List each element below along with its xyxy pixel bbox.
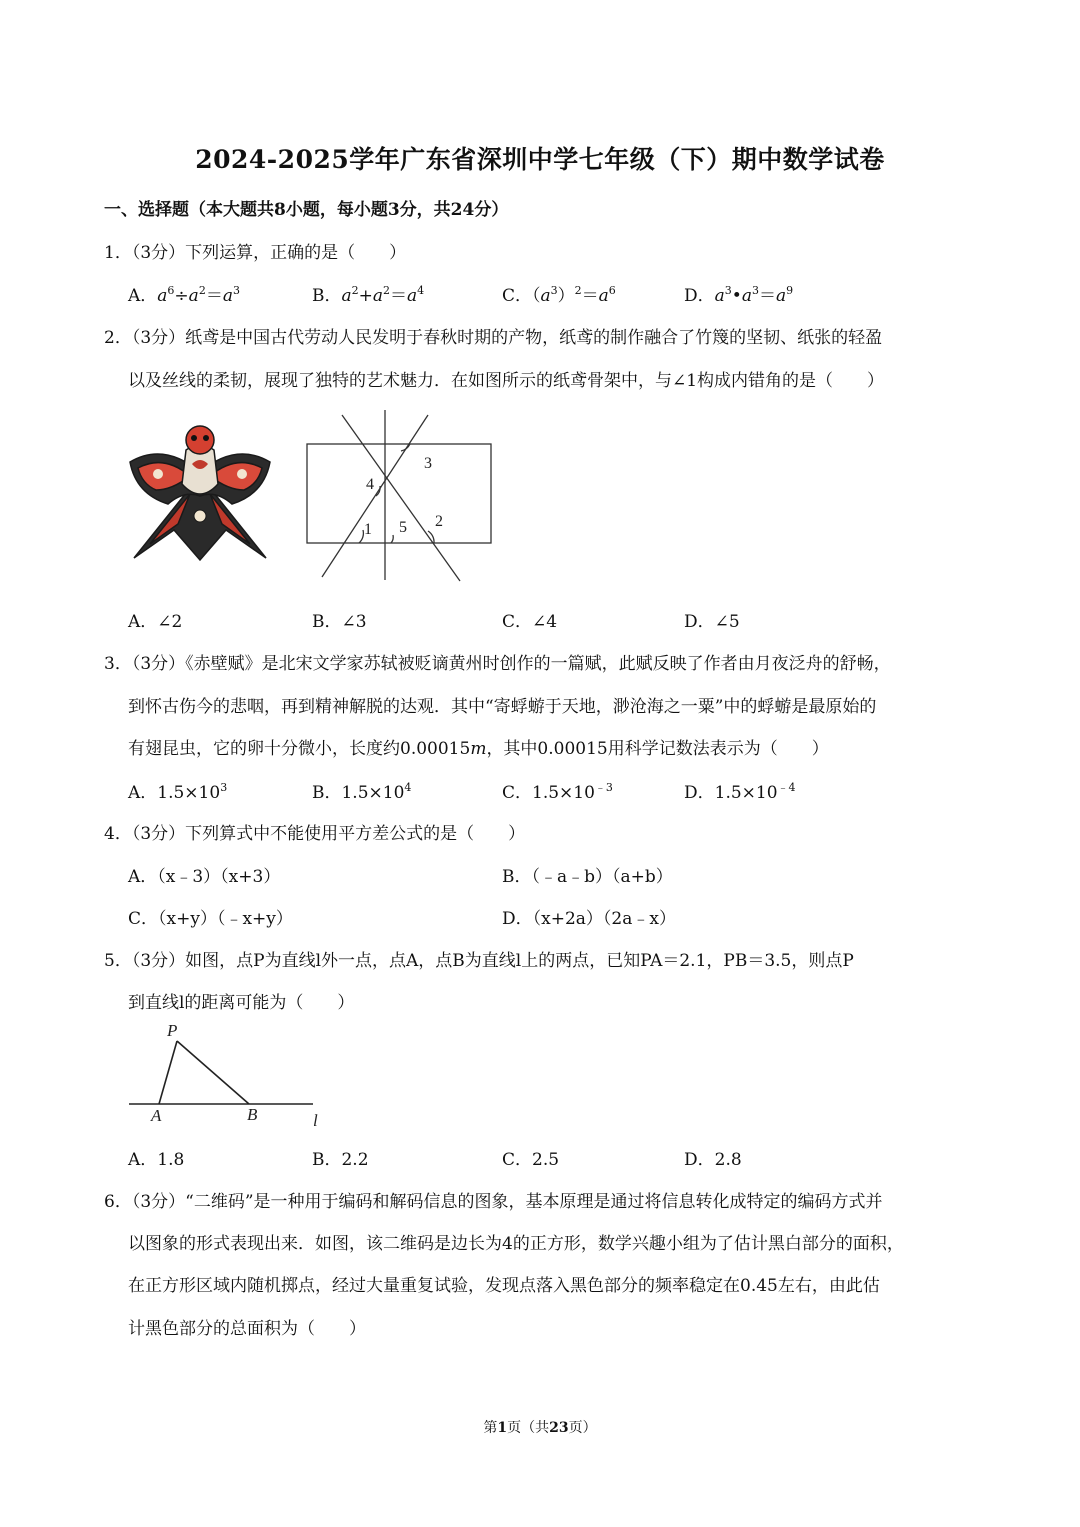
q4-option-d: D．（x+2a）（2a﹣x） xyxy=(502,909,676,929)
question-4-stem: 4．（3分）下列算式中不能使用平方差公式的是（ ） xyxy=(104,824,526,844)
question-3-line-1: 3．（3分）《赤壁赋》是北宋文学家苏轼被贬谪黄州时创作的一篇赋，此赋反映了作者由月夜泛舟的舒畅， xyxy=(104,654,891,674)
q5-option-c: C．2.5 xyxy=(502,1150,560,1170)
q3-option-d: D．$1.5\times 10^{﹣4}$ xyxy=(684,781,796,803)
question-6-line-2: 以图象的形式表现出来．如图，该二维码是边长为4的正方形，数学兴趣小组为了估计黑白部分的面积， xyxy=(128,1234,904,1254)
q1-option-c: C．$(a^3)^2=a^6$ xyxy=(502,284,616,306)
q2-option-c: C．∠4 xyxy=(502,612,558,632)
q4-option-a: A．（x﹣3）（x+3） xyxy=(128,867,281,887)
question-5-line-2: 到直线l的距离可能为（ ） xyxy=(128,993,355,1013)
angle-label-3: 3 xyxy=(424,455,432,472)
q3-option-a: A．$1.5\times 10^3$ xyxy=(128,781,228,803)
section-heading: 一、选择题（本大题共8小题，每小题3分，共24分） xyxy=(104,200,509,220)
kite-skeleton-figure xyxy=(300,405,500,585)
point-label-p: P xyxy=(167,1021,178,1040)
angle-label-4: 4 xyxy=(366,476,374,493)
question-6-line-4: 计黑色部分的总面积为（ ） xyxy=(128,1319,366,1339)
angle-label-5: 5 xyxy=(399,519,407,536)
q1-option-d: D．$a^3•a^3=a^9$ xyxy=(684,284,794,306)
question-6-line-1: 6．（3分）“二维码”是一种用于编码和解码信息的图象，基本原理是通过将信息转化成特定的编码方式并 xyxy=(104,1192,883,1212)
q1-option-b: B．$a^2+a^2=a^4$ xyxy=(312,284,425,306)
q2-option-a: A．∠2 xyxy=(128,612,183,632)
point-label-a: A xyxy=(151,1106,162,1125)
q5-option-b: B．2.2 xyxy=(312,1150,369,1170)
point-label-b: B xyxy=(247,1105,258,1124)
question-1-stem: 1．（3分）下列运算，正确的是（ ） xyxy=(104,243,407,263)
point-line-figure xyxy=(125,1018,335,1133)
question-2-line-1: 2．（3分）纸鸢是中国古代劳动人民发明于春秋时期的产物，纸鸢的制作融合了竹篾的坚韧、纸张的轻盈 xyxy=(104,328,883,348)
q3-option-b: B．$1.5\times 10^4$ xyxy=(312,781,412,803)
page-footer: 第1页（共23页） xyxy=(483,1420,597,1436)
q4-option-b: B．（﹣a﹣b）（a+b） xyxy=(502,867,673,887)
q5-option-a: A．1.8 xyxy=(128,1150,185,1170)
question-6-line-3: 在正方形区域内随机掷点，经过大量重复试验，发现点落入黑色部分的频率稳定在0.45左右，由此估 xyxy=(128,1276,880,1296)
question-3-line-3: 有翅昆虫，它的卵十分微小，长度约0.00015m，其中0.00015用科学记数法表示为（ ） xyxy=(128,739,829,759)
question-3-line-2: 到怀古伤今的悲咽，再到精神解脱的达观．其中“寄蜉蝣于天地，渺沧海之一粟”中的蜉蝣是最原始的 xyxy=(128,697,877,717)
question-2-line-2: 以及丝线的柔韧，展现了独特的艺术魅力．在如图所示的纸鸢骨架中，与∠1构成内错角的是（ ） xyxy=(128,371,885,391)
q3-option-c: C．$1.5\times 10^{﹣3}$ xyxy=(502,781,613,803)
angle-label-2: 2 xyxy=(435,513,443,530)
q4-option-c: C．（x+y）（﹣x+y） xyxy=(128,909,293,929)
q2-option-b: B．∠3 xyxy=(312,612,367,632)
page-title: 2024-2025学年广东省深圳中学七年级（下）期中数学试卷 xyxy=(195,145,885,174)
q2-option-d: D．∠5 xyxy=(684,612,740,632)
kite-picture xyxy=(128,420,273,565)
angle-label-1: 1 xyxy=(364,521,372,538)
line-label-l: l xyxy=(313,1111,318,1130)
q5-option-d: D．2.8 xyxy=(684,1150,742,1170)
question-5-line-1: 5．（3分）如图，点P为直线l外一点，点A，点B为直线l上的两点，已知PA＝2.1，PB＝3.5，则点P xyxy=(104,951,854,971)
q1-option-a: A．$a^6\div a^2=a^3$ xyxy=(128,284,240,306)
